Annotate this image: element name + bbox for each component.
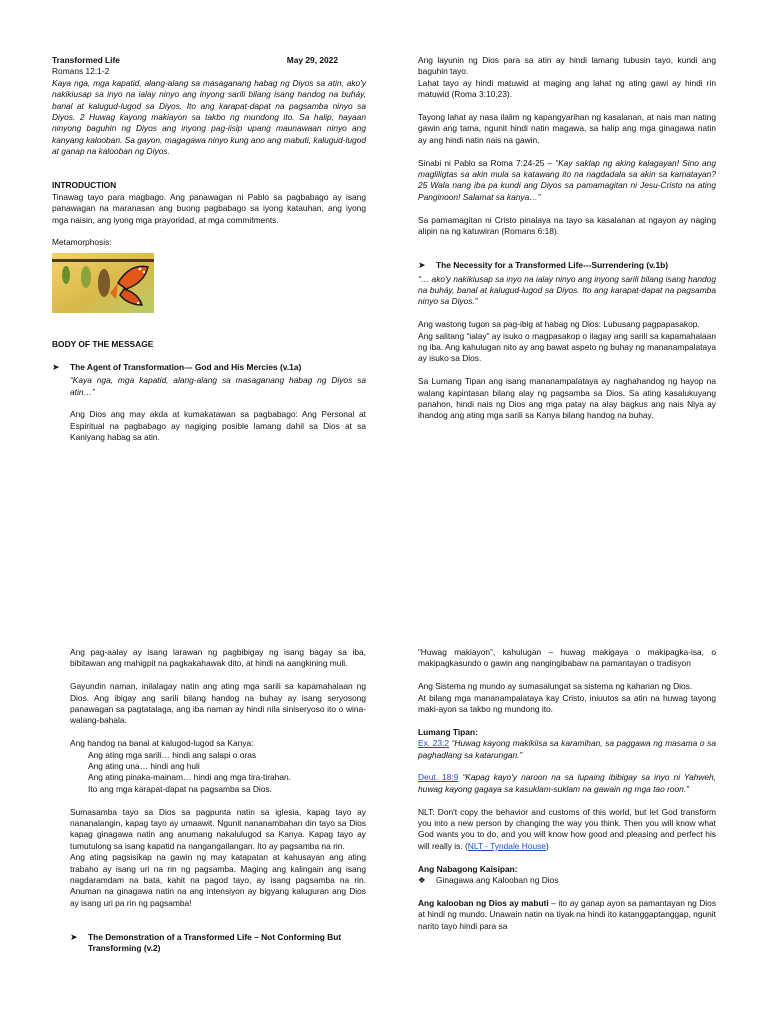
final-bold: Ang kalooban ng Dios ay mabuti <box>418 897 549 908</box>
col2-paragraph: Lahat tayo ay hindi matuwid at maging ang lahat ng ating gawi ay hindi rin matuwid (Roma 3:10,23). <box>418 77 716 100</box>
romans-7-paragraph <box>418 158 716 204</box>
nlt-text: NLT: Don't copy the behavior and customs of this world, but let God transform you into a new person by changing the way you think. Then you will know what God wants you to do, and you will know how good and pleasing and perfect his will really is. ( <box>418 806 716 851</box>
exodus-quote-paragraph <box>418 738 716 761</box>
agent-quote: “Kaya nga, mga kapatid, alang-alang sa masaganang habag ng Diyos sa atin…” <box>70 375 366 397</box>
col3-paragraph: Sumasamba tayo sa Dios sa pagpunta natin sa iglesia, kapag tayo ay nananalangin, kapag tayo ay umaawit. Ngunit nananambahan din tayo sa Dios kapag ginagawa natin ang anumang nakalulugod sa Kanya. Kapag tayo ay tumutulong sa isang kapatid na nangangailangan. Ito ay pagsamba na rin. <box>70 806 366 851</box>
butterfly-metamorphosis-image <box>52 253 154 313</box>
nabagong-heading: Ang Nabagong Kaisipan: <box>418 863 518 874</box>
scripture-text: Kaya nga, mga kapatid, alang-alang sa masaganang habag ng Diyos sa atin, ako'y nakikiusap sa inyo na ialay ninyo ang inyong sarili bilang isang handog na buháy, banal at kalugud-lugod sa Diyos. Ito ang karapat-dapat na pagsamba ninyo sa Diyos. 2 Huwag kayong makiayon sa takbo ng mundong ito. Sa halip, hayaan ninyong baguhin ng Diyos ang inyong pag-iisip upang maunawaan ninyo ang kanyang kalooban. Sa gayon, magagawa ninyo kung ano ang mabuti, kalugud-lugod at ganap na kalooban ng Diyos. <box>52 77 366 157</box>
col3-paragraph: Ang ating pagsisikap na gawin ng may katapatan at kahusayan ang ating trabaho ay isang uri na rin ng pagsamba. Maging ang kalingain ang isang nagdaramdam na bata, kahit na pagod tayo, ay isang pagsamba na rin. Anuman na ginagawa natin na ang intensiyon ay bigyang kaluguran ang Dios ay isang uri pa rin ng pagsamba! <box>70 852 366 908</box>
col4-paragraph: At bilang mga mananampalataya kay Cristo, iniuutos sa atin na huwag tayong maki-ayon sa takbo ng mundong ito. <box>418 692 716 715</box>
romans-7-lead: Sinabi ni Pablo sa Roma 7:24-25 – <box>418 157 556 168</box>
necessity-quote: “… ako'y nakikiusap sa inyo na ialay ninyo ang inyong sarili bilang isang handog na buháy, banal at kalugud-lugod sa Diyos. Ito ang karapat-dapat na pagsamba ninyo sa Diyos.” <box>418 273 716 307</box>
demonstration-heading: The Demonstration of a Transformed Life – Not Conforming But Transforming (v.2) <box>88 932 342 954</box>
lumang-tipan-heading: Lumang Tipan: <box>418 726 478 737</box>
deut-quote: “Kapag kayo'y naroon na sa lupaing ibibigay sa inyo ni Yahweh, huwag kayong gagaya sa kasuklam-suklam na gawain ng mga tao roon.” <box>418 772 716 794</box>
arrow-bullet-icon: ➤ <box>52 361 60 372</box>
header-row <box>52 55 366 66</box>
exodus-quote: “Huwag kayong makikiisa sa karamihan, sa paggawa ng masama o sa paghadlang sa katarungan.” <box>418 738 716 760</box>
necessity-heading: The Necessity for a Transformed Life---Surrendering (v.1b) <box>436 260 669 271</box>
scripture-reference: Romans 12:1-2 <box>52 66 110 77</box>
deut-quote-paragraph <box>418 772 716 795</box>
necessity-bullet <box>418 260 716 271</box>
agent-text: Ang Dios ang may akda at kumakatawan sa pagbabago: Ang Personal at Espiritual na pagbabago ay nagiging posible lamang dahil sa Dios at sa Kaniyang habag sa atin. <box>70 409 366 443</box>
list-item: Ang ating mga sarili… hindi ang salapi o oras <box>88 749 257 760</box>
col2-paragraph: Ang wastong tugon sa pag-ibig at habag ng Dios: Lubusang pagpapasakop. <box>418 319 700 330</box>
diamond-bullet-icon: ❖ <box>418 875 426 886</box>
agent-bullet <box>52 362 366 373</box>
deut-link[interactable]: Deut. 18:9 <box>418 772 459 783</box>
romans-7-quote: “Kay saklap ng aking kalagayan! Sino ang magliligtas sa akin mula sa katawang ito na nagdadala sa akin sa kamatayan? 25 Wala nang iba pa kundi ang Diyos sa pamamagitan ni Jesu-Cristo na ating Panginoon! Salamat sa kanya…” <box>418 157 716 202</box>
col4-paragraph: Ang Sistema ng mundo ay sumasalungat sa sistema ng kaharian ng Dios. <box>418 681 693 692</box>
intro-text: Tinawag tayo para magbago. Ang panawagan ni Pablo sa pagbabago ay isang panawagan na maranasan ang buong pagbabago sa iyong katauhan, ang iyong mga naisin, ang iyong mga prayoridad, at mga commitments. <box>52 191 366 225</box>
nabagong-item-text: Ginagawa ang Kalooban ng Dios <box>436 875 559 886</box>
nlt-close: ) <box>546 840 549 851</box>
col2-paragraph: Ang layunin ng Dios para sa atin ay hindi lamang tubusin tayo, kundi ang baguhin tayo. <box>418 55 716 77</box>
final-text: – ito ay ganap ayon sa pamantayan ng Dios at hindi ng mundo. Unawain natin na tiyak na hindi ito katanggaptanggap, ngunit narito tayo hindi para sa <box>418 897 717 931</box>
col3-paragraph: Ang pag-aalay ay isang larawan ng pagbibigay ng isang bagay sa iba, bibitawan ang mahigpit na pagkakahawak dito, at hindi na aangkining muli. <box>70 647 366 669</box>
intro-heading: INTRODUCTION <box>52 180 117 191</box>
col2-paragraph: Sa Lumang Tipan ang isang mananampalataya ay naghahandog ng hayop na walang kapintasan bilang alay ng pagsamba sa Dios. Sa ating kasalukuyang panahon, hindi nais ng Dios ang mga patay na alay bagkus ang nais Niya ay ihandog ang ating mga sarili sa Kanya bilang handog na buhay. <box>418 376 716 421</box>
list-item: Ang ating pinaka-mainam… hindi ang mga tira-tirahan. <box>88 772 291 783</box>
arrow-bullet-icon: ➤ <box>70 932 78 943</box>
col2-paragraph: Ang salitang “ialay” ay isuko o magpasakop o ilagay ang sarili sa kapamahalaan ng iba. Ang kahulugan nito ay ang bawat aspeto ng buhay ng mananampalataya ay isuko sa Dios. <box>418 330 717 364</box>
col2-paragraph: Sa pamamagitan ni Cristo pinalaya na tayo sa kasalanan at ngayon ay naging alipin na ng katuwiran (Romans 6:18). <box>418 214 716 237</box>
nlt-tyndale-link[interactable]: NLT - Tyndale House <box>467 840 547 851</box>
column-4 <box>418 647 716 943</box>
col2-paragraph: Tayong lahat ay nasa ilalim ng kapangyarihan ng kasalanan, at nais man nating gawin ang tama, ngunit hindi natin magawa, sa halip ang mga ginagawa natin ay ang hindi natin nais na gawin. <box>418 112 716 145</box>
metamorphosis-label: Metamorphosis: <box>52 237 112 248</box>
demonstration-bullet <box>70 932 366 955</box>
sermon-date: May 29, 2022 <box>286 55 338 65</box>
col4-paragraph: “Huwag makiayon”, kahulugan – huwag makigaya o makipagka-isa, o makipagkasundo o gawin ang nangingibabaw na pamantayan o tradisyon <box>418 647 716 669</box>
nabagong-item <box>418 875 716 886</box>
exodus-link[interactable]: Ex. 23:2 <box>418 738 450 749</box>
offering-list <box>70 750 366 796</box>
sermon-title: Transformed Life <box>52 55 120 65</box>
col3-paragraph: Gayundin naman, inilalagay natin ang ating mga sarili sa kapamahalaan ng Dios. Ang ibigay ang sarili bilang handog na buhay ay isang seryosong panawagan sa pagtatalaga, ang iba naman ay hindi nila siniseryoso ito o wina-walang-bahala. <box>70 681 366 726</box>
body-heading: BODY OF THE MESSAGE <box>52 339 154 350</box>
offering-list-intro: Ang handog na banal at kalugod-lugod sa Kanya: <box>70 738 254 749</box>
agent-heading: The Agent of Transformation--- God and His Mercies (v.1a) <box>70 361 302 372</box>
list-item: Ito ang mga karapat-dapat na pagsamba sa Dios. <box>88 783 272 794</box>
column-3 <box>70 647 366 957</box>
column-1 <box>52 55 366 455</box>
arrow-bullet-icon: ➤ <box>418 260 426 271</box>
nlt-paragraph <box>418 807 716 853</box>
final-paragraph <box>418 898 716 932</box>
column-2 <box>418 55 716 433</box>
list-item: Ang ating una… hindi ang huli <box>88 761 200 772</box>
